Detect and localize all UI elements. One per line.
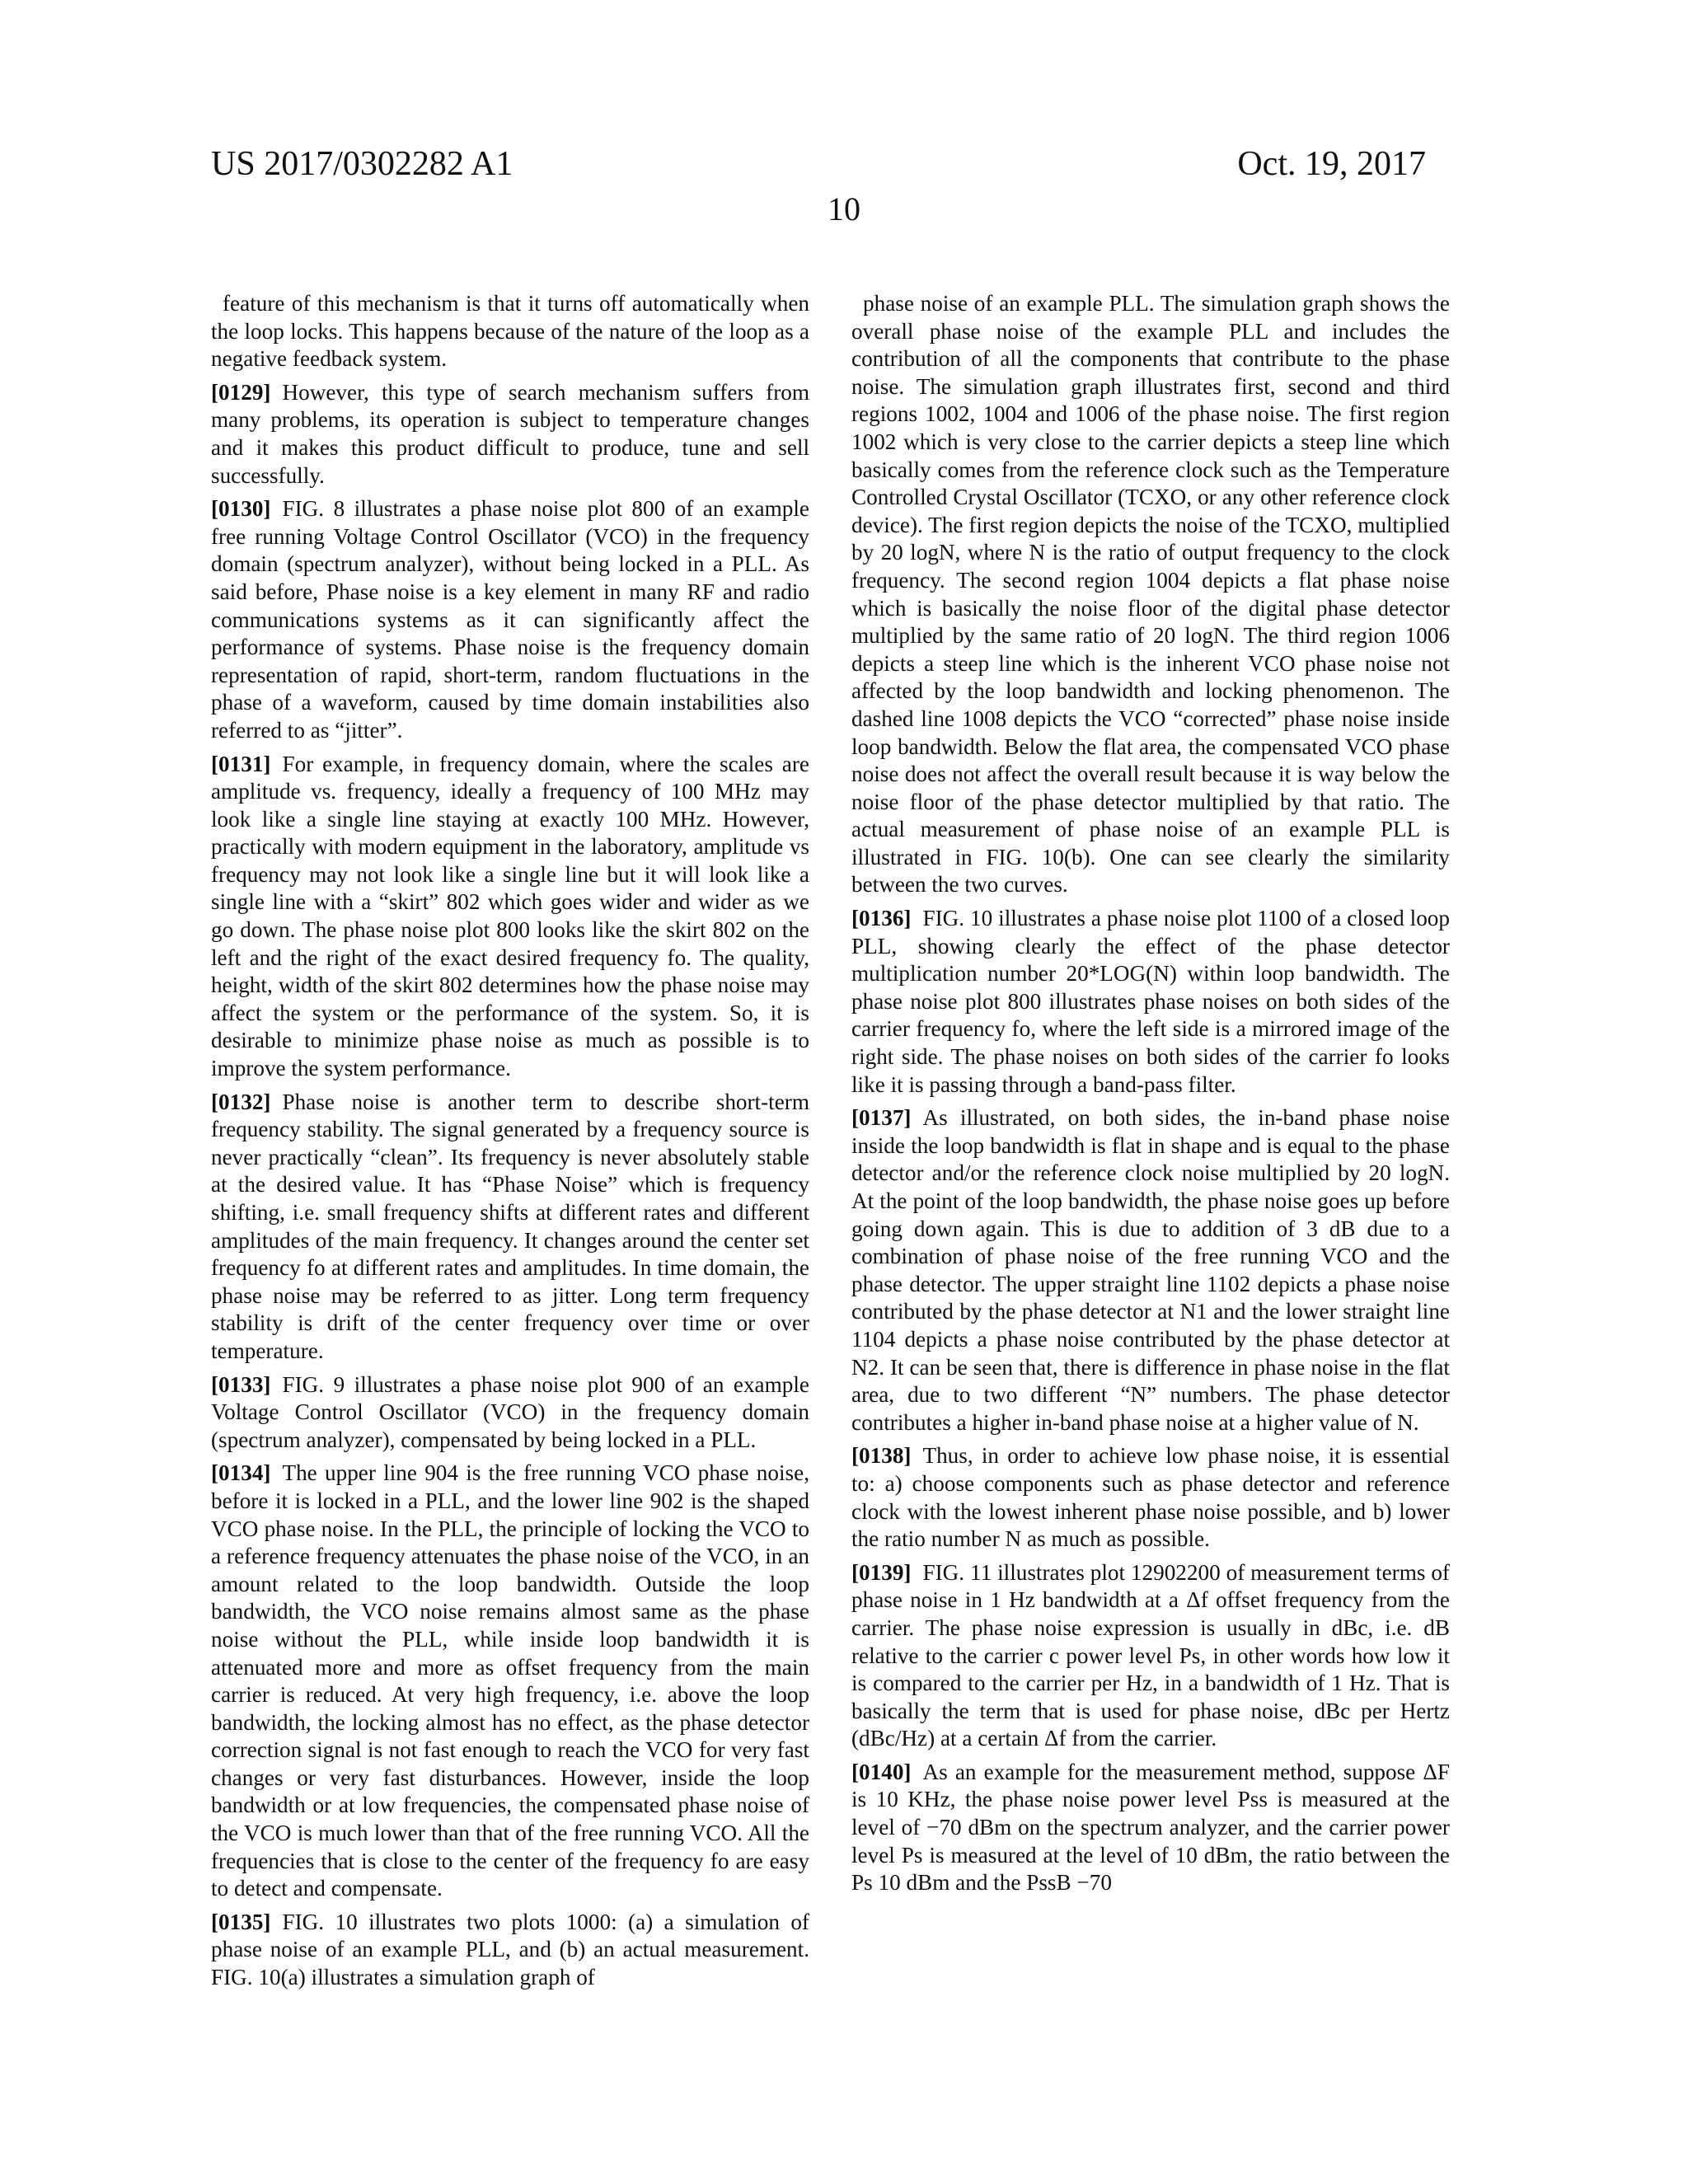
paragraph bbox=[851, 905, 1450, 1099]
paragraph bbox=[211, 1371, 809, 1455]
paragraph-text: FIG. 10 illustrates two plots 1000: (a) a simulation of phase noise of an example PLL, and (b) an actual measurement. FIG. 10(a) illustrates a simulation graph of bbox=[211, 1909, 809, 1990]
paragraph-text: For example, in frequency domain, where the scales are amplitude vs. frequency, ideally a frequency of 100 MHz may look like a single line staying at exactly 100 MHz. However, practically with modern equipment in the laboratory, amplitude vs frequency may not look like a single line but it will look like a single line with a “skirt” 802 which goes wider and wider as we go down. The phase noise plot 800 looks like the skirt 802 on the left and the right of the exact desired frequency fo. The quality, height, width of the skirt 802 determines how the phase noise may affect the system or the performance of the system. So, it is desirable to minimize phase noise as much as possible is to improve the system performance. bbox=[211, 751, 809, 1081]
paragraph-text: Phase noise is another term to describe short-term frequency stability. The signal generated by a frequency source is never practically “clean”. Its frequency is never absolutely stable at the desired value. It has “Phase Noise” which is frequency shifting, i.e. small frequency shifts at different rates and different amplitudes of the main frequency. It changes around the center set frequency fo at different rates and amplitudes. In time domain, the phase noise may be referred to as jitter. Long term frequency stability is drift of the center frequency over time or over temperature. bbox=[211, 1089, 809, 1363]
paragraph-text: As an example for the measurement method, suppose ΔF is 10 KHz, the phase noise power level Pss is measured at the level of −70 dBm on the spectrum analyzer, and the carrier power level Ps is measured at the level of 10 dBm, the ratio between the Ps 10 dBm and the PssB −70 bbox=[851, 1759, 1450, 1896]
paragraph-number: [0140] bbox=[851, 1759, 912, 1784]
paragraph-number: [0132] bbox=[211, 1089, 271, 1114]
paragraph-number: [0133] bbox=[211, 1371, 271, 1397]
paragraph-text: phase noise of an example PLL. The simulation graph shows the overall phase noise of the example PLL and includes the contribution of all the components that contribute to the phase noise. The simulation graph illustrates first, second and third regions 1002, 1004 and 1006 of the phase noise. The first region 1002 which is very close to the carrier depicts a steep line which basically comes from the reference clock such as the Temperature Controlled Crystal Oscillator (TCXO, or any other reference clock device). The first region depicts the noise of the TCXO, multiplied by 20 logN, where N is the ratio of output frequency to the clock frequency. The second region 1004 depicts a flat phase noise which is basically the noise floor of the digital phase detector multiplied by the same ratio of 20 logN. The third region 1006 depicts a steep line which is the inherent VCO phase noise not affected by the loop bandwidth and locking phenomenon. The dashed line 1008 depicts the VCO “corrected” phase noise inside loop bandwidth. Below the flat area, the compensated VCO phase noise does not affect the overall result because it is way below the noise floor of the phase detector multiplied by that ratio. The actual measurement of phase noise of an example PLL is illustrated in FIG. 10(b). One can see clearly the similarity between the two curves. bbox=[851, 291, 1450, 898]
paragraph bbox=[851, 1442, 1450, 1553]
paragraph-text: Thus, in order to achieve low phase noise, it is essential to: a) choose components such as phase detector and reference clock with the lowest inherent phase noise possible, and b) lower the ratio number N as much as possible. bbox=[851, 1443, 1450, 1552]
paragraph-number: [0134] bbox=[211, 1460, 271, 1486]
paragraph bbox=[211, 1460, 809, 1903]
paragraph-number: [0138] bbox=[851, 1443, 912, 1469]
paragraph-text: FIG. 11 illustrates plot 12902200 of measurement terms of phase noise in 1 Hz bandwidth at a Δf offset frequency from the carrier. The phase noise expression is usually in dBc, i.e. dB relative to the carrier c power level Ps, in other words how low it is compared to the carrier per Hz, in a bandwidth of 1 Hz. That is basically the term that is used for phase noise, dBc per Hertz (dBc/Hz) at a certain Δf from the carrier. bbox=[851, 1559, 1450, 1751]
paragraph bbox=[211, 751, 809, 1083]
left-column bbox=[211, 290, 809, 2144]
paragraph-text: feature of this mechanism is that it turns off automatically when the loop locks. This happens because of the nature of the loop as a negative feedback system. bbox=[211, 291, 809, 372]
paragraph bbox=[851, 1559, 1450, 1753]
paragraph-text: As illustrated, on both sides, the in-band phase noise inside the loop bandwidth is flat in shape and is equal to the phase detector and/or the reference clock noise multiplied by 20 logN. At the point of the loop bandwidth, the phase noise goes up before going down again. This is due to addition of 3 dB due to a combination of phase noise of the free running VCO and the phase detector. The upper straight line 1102 depicts a phase noise contributed by the phase detector at N1 and the lower straight line 1104 depicts a phase noise contributed by the phase detector at N2. It can be seen that, there is difference in phase noise in the flat area, due to two different “N” numbers. The phase detector contributes a higher in-band phase noise at a higher value of N. bbox=[851, 1105, 1450, 1435]
paragraph bbox=[211, 1909, 809, 1992]
paragraph-text: FIG. 8 illustrates a phase noise plot 800 of an example free running Voltage Control Oscillator (VCO) in the frequency domain (spectrum analyzer), without being locked in a PLL. As said before, Phase noise is a key element in many RF and radio communications systems as it can significantly affect the performance of systems. Phase noise is the frequency domain representation of rapid, short-term, random fluctuations in the phase of a waveform, caused by time domain instabilities also referred to as “jitter”. bbox=[211, 496, 809, 743]
paragraph bbox=[211, 495, 809, 744]
paragraph-number: [0131] bbox=[211, 751, 271, 776]
paragraph-number: [0129] bbox=[211, 379, 271, 405]
paragraph bbox=[211, 290, 809, 373]
paragraph-number: [0130] bbox=[211, 496, 271, 522]
paragraph-number: [0136] bbox=[851, 906, 912, 931]
paragraph-number: [0135] bbox=[211, 1909, 271, 1934]
paragraph-number: [0137] bbox=[851, 1105, 912, 1131]
publication-date: Oct. 19, 2017 bbox=[1237, 145, 1426, 183]
paragraph bbox=[851, 290, 1450, 899]
publication-number: US 2017/0302282 A1 bbox=[211, 145, 513, 183]
paragraph-text: The upper line 904 is the free running VCO phase noise, before it is locked in a PLL, and the lower line 902 is the shaped VCO phase noise. In the PLL, the principle of locking the VCO to a reference frequency attenuates the phase noise of the VCO, in an amount related to the loop bandwidth. Outside the loop bandwidth, the VCO noise remains almost same as the phase noise without the PLL, while inside loop bandwidth it is attenuated more and more as offset frequency from the main carrier is reduced. At very high frequency, i.e. above the loop bandwidth, the locking almost has no effect, as the phase detector correction signal is not fast enough to reach the VCO for very fast changes or very fast disturbances. However, inside the loop bandwidth or at low frequencies, the compensated phase noise of the VCO is much lower than that of the free running VCO. All the frequencies that is close to the center of the frequency fo are easy to detect and compensate. bbox=[211, 1460, 809, 1901]
paragraph bbox=[851, 1104, 1450, 1436]
page-number: 10 bbox=[828, 190, 860, 227]
paragraph-number: [0139] bbox=[851, 1559, 912, 1585]
paragraph bbox=[211, 379, 809, 490]
paragraph-text: However, this type of search mechanism suffers from many problems, its operation is subject to temperature changes and it makes this product difficult to produce, tune and sell successfully. bbox=[211, 379, 809, 488]
paragraph bbox=[211, 1089, 809, 1366]
paragraph-text: FIG. 10 illustrates a phase noise plot 1100 of a closed loop PLL, showing clearly the effect of the phase detector multiplication number 20*LOG(N) within loop bandwidth. The phase noise plot 800 illustrates phase noises on both sides of the carrier frequency fo, where the left side is a mirrored image of the right side. The phase noises on both sides of the carrier fo looks like it is passing through a band-pass filter. bbox=[851, 906, 1450, 1097]
paragraph-text: FIG. 9 illustrates a phase noise plot 900 of an example Voltage Control Oscillator (VCO) in the frequency domain (spectrum analyzer), compensated by being locked in a PLL. bbox=[211, 1371, 809, 1452]
right-column bbox=[851, 290, 1450, 2144]
paragraph bbox=[851, 1759, 1450, 1897]
